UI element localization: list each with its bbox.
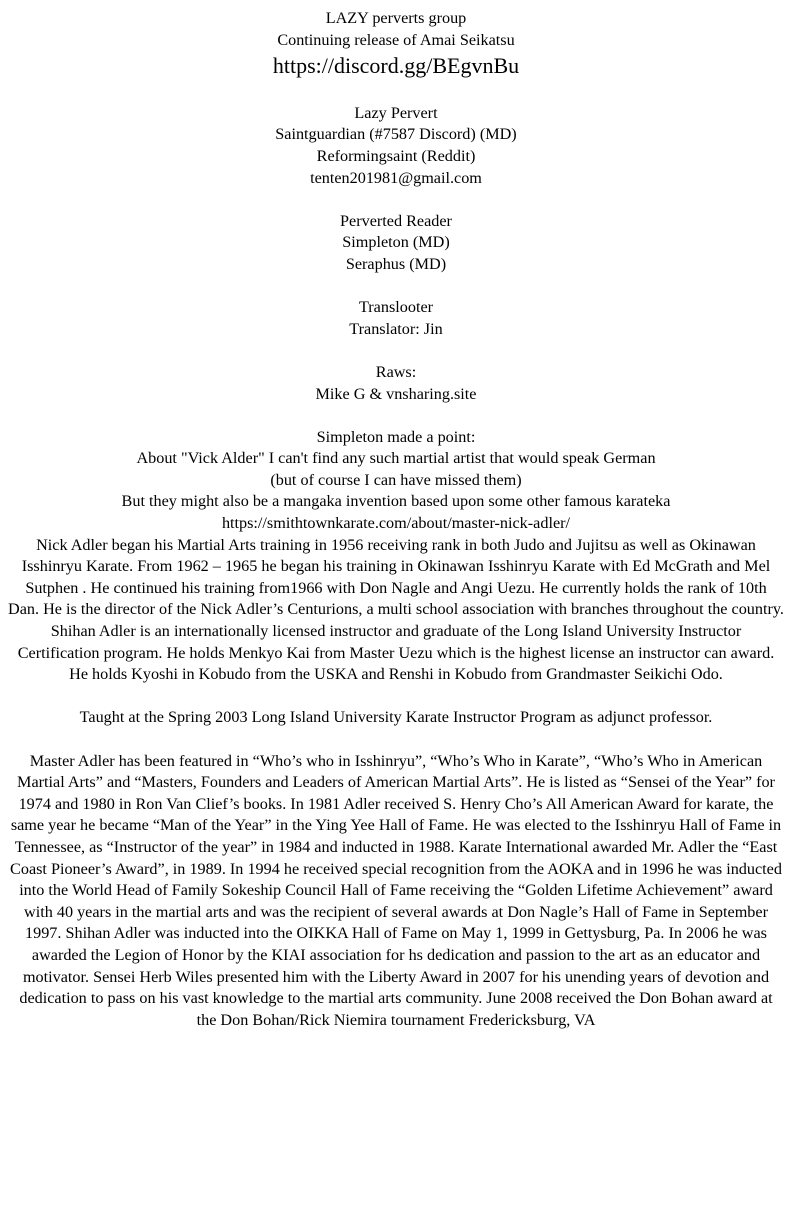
source-link[interactable]: https://smithtownkarate.com/about/master-nick-adler/ [221,514,571,533]
note-line: Simpleton made a point: [316,427,476,446]
lazy-pervert-line: Reformingsaint (Reddit) [316,146,476,165]
translator-line: Translator: Jin [349,319,443,338]
raws-title: Raws: [375,362,417,381]
perverted-reader-line: Simpleton (MD) [342,233,450,252]
lazy-pervert-title: Lazy Pervert [354,103,438,122]
translooter-title: Translooter [358,298,434,317]
perverted-reader-title: Perverted Reader [340,211,452,230]
release-line: Continuing release of Amai Seikatsu [277,30,515,49]
perverted-reader-line: Seraphus (MD) [345,254,447,273]
lazy-pervert-email[interactable]: tenten201981@gmail.com [310,168,482,187]
raws-line: Mike G & vnsharing.site [315,384,477,403]
bio-paragraph: Nick Adler began his Martial Arts training in 1956 receiving rank in both Judo and Jujitsu as well as Okinawan Isshinryu Karate. From 1962 – 1965 he began his training in Okinawan Isshinryu Karate with Ed McGrath and Mel Sutphen . He continued his training from1966 with Don Nagle and Angi Uezu. He currently holds the rank of 10th Dan. He is the director of the Nick Adler’s Centurions, a multi school association with branches throughout the country. Shihan Adler is an internationally licensed instructor and graduate of the Long Island University Instructor Certification program. He holds Menkyo Kai from Master Uezu which is the highest license an instructor can award. He holds Kyoshi in Kobudo from the USKA and Renshi in Kobudo from Grandmaster Seikichi Odo. [8,535,784,684]
note-line: (but of course I can have missed them) [270,470,522,489]
lazy-pervert-line: Saintguardian (#7587 Discord) (MD) [275,125,517,144]
note-line: But they might also be a mangaka invention based upon some other famous karateka [121,492,671,511]
bio-paragraph: Taught at the Spring 2003 Long Island University Karate Instructor Program as adjunct professor. [79,708,713,727]
group-name: LAZY perverts group [325,9,467,27]
note-line: About "Vick Alder" I can't find any such martial artist that would speak German [136,449,656,468]
discord-link[interactable]: https://discord.gg/BEgvnBu [272,53,520,79]
bio-paragraph: Master Adler has been featured in “Who’s who in Isshinryu”, “Who’s Who in Karate”, “Who’s Who in American Martial Arts” and “Masters, Founders and Leaders of American Martial Arts”. He is listed as “Sensei of the Year” for 1974 and 1980 in Ron Van Clief’s books. In 1981 Adler received S. Henry Cho’s All American Award for karate, the same year he became “Man of the Year” in the Ying Yee Hall of Fame. He was elected to the Isshinryu Hall of Fame in Tennessee, as “Instructor of the year” in 1984 and inducted in 1988. Karate International awarded Mr. Adler the “East Coast Pioneer’s Award”, in 1989. In 1994 he received special recognition from the AOKA and in 1996 he was inducted into the World Head of Family Sokeship Council Hall of Fame receiving the “Golden Lifetime Achievement” award with 40 years in the martial arts and was the recipient of several awards at Don Nagle’s Hall of Fame in September 1997. Shihan Adler was inducted into the OIKKA Hall of Fame on May 1, 1999 in Gettysburg, Pa. In 2006 he was awarded the Legion of Honor by the KIAI association for hs dedication and passion to the art as an educator and motivator. Sensei Herb Wiles presented him with the Liberty Award in 2007 for his unending years of devotion and dedication to pass on his vast knowledge to the martial arts community. June 2008 received the Don Bohan award at the Don Bohan/Rick Niemira tournament Fredericksburg, VA [10,751,782,1029]
